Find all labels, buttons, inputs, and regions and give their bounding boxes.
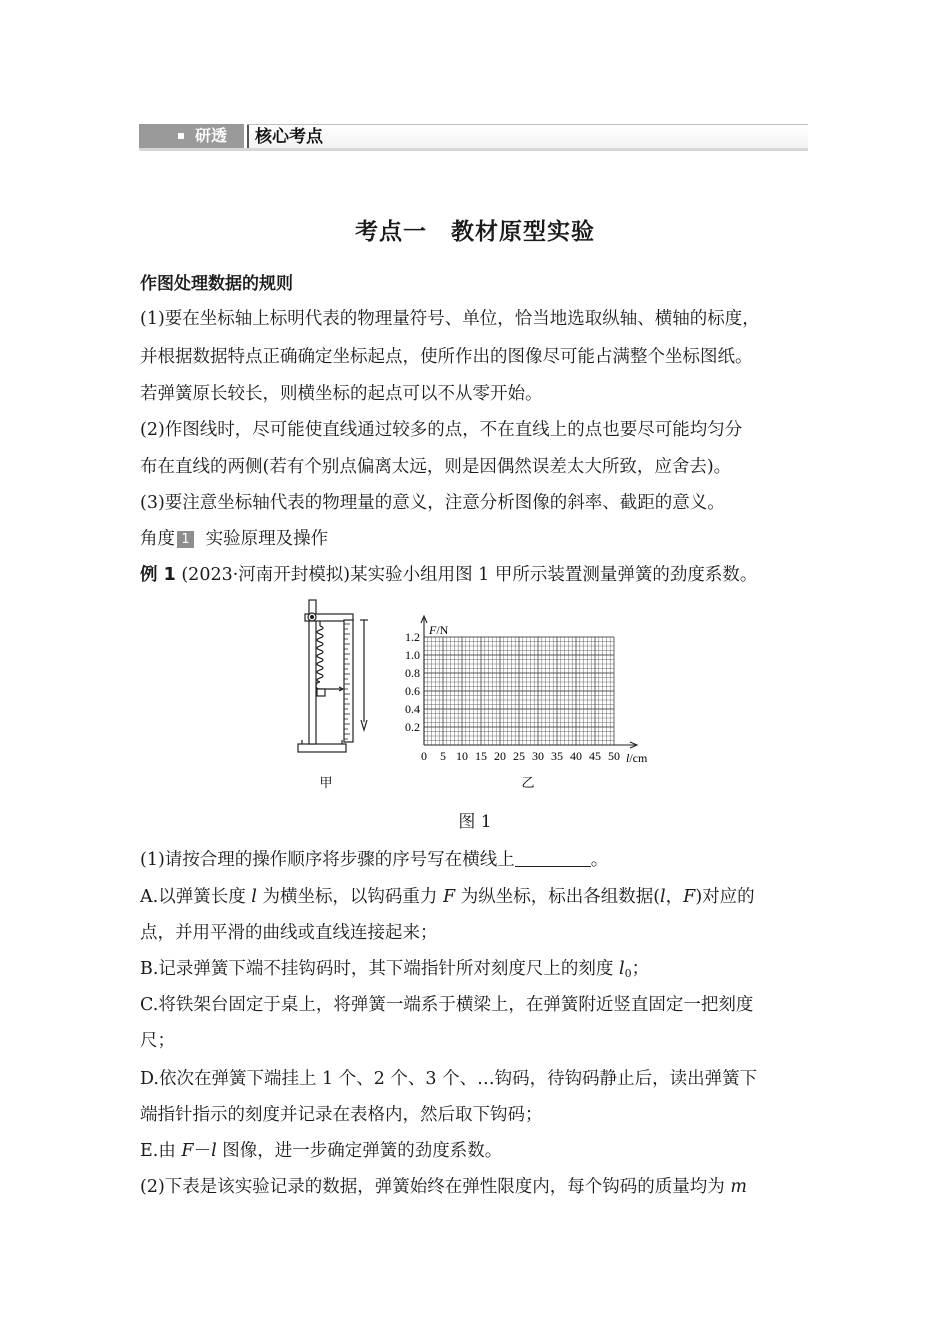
example-source: (2023·河南开封模拟) (181, 565, 351, 585)
x-tick-label: 15 (475, 749, 487, 763)
step-c-line-1: C.将铁架台固定于桌上，将弹簧一端系于横梁上，在弹簧附近竖直固定一把刻度 (140, 995, 754, 1015)
header-underline (139, 148, 808, 151)
x-tick-label: 40 (570, 749, 582, 763)
question-1 (140, 846, 608, 871)
page-title: 考点一 教材原型实验 (355, 219, 595, 245)
step-a-text: 为纵坐标，标出各组数据( (455, 887, 661, 907)
rule-1a: (1)要在坐标轴上标明代表的物理量符号、单位，恰当地选取纵轴、横轴的标度， (140, 309, 760, 329)
step-c-line-2: 尺； (140, 1031, 175, 1051)
example-label: 例 1 (140, 565, 176, 585)
section-tag (139, 124, 244, 148)
y-axis-label: F/N (429, 623, 449, 637)
example-text: 某实验小组用图 1 甲所示装置测量弹簧的劲度系数。 (350, 565, 758, 585)
y-tick-label: 1.0 (405, 648, 420, 662)
symbol-m: m (730, 1177, 747, 1197)
step-e (140, 1137, 502, 1162)
x-tick-label: 5 (440, 749, 446, 763)
step-b (140, 955, 649, 980)
step-a-text: 为横坐标，以钩码重力 (256, 887, 443, 907)
step-a-text: A.以弹簧长度 (140, 887, 252, 907)
x-tick-label: 50 (608, 749, 620, 763)
answer-blank[interactable] (515, 852, 591, 867)
step-a-text: ， (665, 887, 684, 907)
y-tick-label: 0.2 (405, 720, 420, 734)
angle-text: 实验原理及操作 (205, 529, 329, 549)
step-a-line-2: 点，并用平滑的曲线或直线连接起来； (140, 923, 438, 943)
x-tick-label: 35 (551, 749, 563, 763)
y-tick-label: 0.8 (405, 666, 420, 680)
section-title: 核心考点 (255, 127, 323, 147)
x-tick-label: 0 (421, 749, 427, 763)
angle-number-badge: 1 (177, 531, 194, 548)
symbol-f: F (683, 887, 696, 907)
question-2-text: (2)下表是该实验记录的数据，弹簧始终在弹性限度内，每个钩码的质量均为 (140, 1177, 731, 1197)
section-header (139, 124, 808, 151)
symbol-f: F (181, 1141, 194, 1161)
question-2 (140, 1173, 747, 1198)
x-tick-label: 20 (494, 749, 506, 763)
subscript-zero: 0 (624, 967, 632, 980)
question-1-end: 。 (590, 850, 609, 870)
symbol-f: F (443, 887, 456, 907)
step-a-text: )对应的 (695, 887, 755, 907)
x-tick-label: 45 (589, 749, 601, 763)
force-length-grid-chart (405, 616, 648, 765)
symbol-l: l (251, 887, 257, 907)
y-tick-label: 0.4 (405, 702, 420, 716)
symbol-l: l (618, 959, 625, 979)
spring-apparatus-drawing (298, 600, 368, 752)
step-a-line-1 (140, 883, 755, 908)
example-line (140, 561, 757, 586)
x-axis-label: l/cm (626, 751, 648, 765)
step-e-text: E.由 (140, 1141, 182, 1161)
symbol-l: l (660, 887, 666, 907)
figure-1 (290, 590, 670, 798)
y-tick-label: 1.2 (405, 630, 420, 644)
step-e-text: 图像，进一步确定弹簧的劲度系数。 (216, 1141, 503, 1161)
y-tick-label: 0.6 (405, 684, 420, 698)
angle-line (140, 525, 328, 550)
step-d-line-2: 端指针指示的刻度并记录在表格内，然后取下钩码； (140, 1105, 543, 1125)
rule-1c: 若弹簧原长较长，则横坐标的起点可以不从零开始。 (140, 384, 543, 404)
question-1-text: (1)请按合理的操作顺序将步骤的序号写在横线上 (140, 850, 515, 870)
angle-prefix: 角度 (140, 529, 175, 549)
rules-heading: 作图处理数据的规则 (140, 274, 293, 294)
x-tick-label: 30 (532, 749, 544, 763)
x-tick-label: 25 (513, 749, 525, 763)
step-b-text: ； (631, 959, 650, 979)
symbol-l: l (211, 1141, 217, 1161)
rule-2a: (2)作图线时，尽可能使直线通过较多的点，不在直线上的点也要尽可能均匀分 (140, 420, 743, 440)
figure-left-label: 甲 (319, 775, 333, 790)
section-title-box (247, 124, 808, 149)
divider (247, 125, 249, 149)
x-tick-label: 10 (456, 749, 468, 763)
figure-right-label: 乙 (521, 775, 535, 790)
square-bullet-icon (178, 133, 184, 139)
minus-sign: － (193, 1141, 212, 1161)
rule-2b: 布在直线的两侧(若有个别点偏离太远，则是因偶然误差太大所致，应舍去)。 (140, 457, 732, 477)
step-b-text: B.记录弹簧下端不挂钩码时，其下端指针所对刻度尺上的刻度 (140, 959, 619, 979)
rule-3: (3)要注意坐标轴代表的物理量的意义，注意分析图像的斜率、截距的意义。 (140, 493, 725, 513)
rule-1b: 并根据数据特点正确确定坐标起点，使所作出的图像尽可能占满整个坐标图纸。 (140, 347, 753, 367)
step-d-line-1: D.依次在弹簧下端挂上 1 个、2 个、3 个、…钩码，待钩码静止后，读出弹簧下 (140, 1069, 758, 1089)
section-tag-label: 研透 (195, 126, 228, 145)
figure-caption: 图 1 (458, 812, 492, 832)
